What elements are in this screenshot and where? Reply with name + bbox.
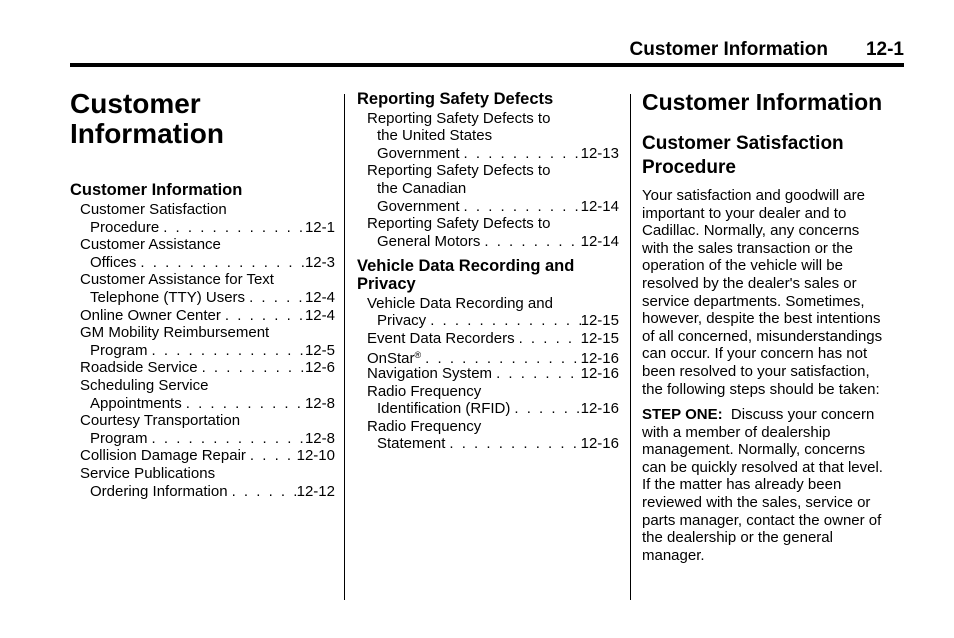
dot-leader [136,254,305,272]
toc-entry-line: Procedure [90,218,160,236]
toc-entry-line: Telephone (TTY) Users [90,288,246,306]
body-text-line: parts manager, contact the owner of [642,511,882,529]
body-text-line: however, despite the best intentions [642,310,881,328]
toc-page-ref: 12-16 [580,365,619,382]
body-text-line: If the matter has already been [642,476,842,494]
dot-leader [515,330,581,348]
toc-entry[interactable] [367,215,619,250]
toc-entry-line: Reporting Safety Defects to [367,109,551,127]
toc-entry-line: General Motors [377,232,481,250]
body-text-line: can be quickly resolved at that level. [642,458,883,476]
body-text-line: of all concerned, misunderstandings [642,327,883,345]
body-text-line: reviewed with the sales, service or [642,493,871,511]
toc-page-ref: 12-1 [304,218,335,236]
toc-page-ref: 12-8 [304,394,335,412]
body-text-line: manager. [642,546,705,564]
toc-entry-line: Roadside Service [80,359,198,377]
toc-entry-line: Customer Satisfaction [80,201,227,218]
body-text-line: operation of the vehicle will be [642,257,843,275]
toc-page-ref: 12-4 [304,306,335,324]
body-text-line: with a member of dealership [642,423,831,441]
step-label: STEP ONE: [642,406,723,423]
toc-entry[interactable] [367,295,619,330]
toc-section-title-line: Privacy [357,274,416,293]
dot-leader [445,435,580,453]
dot-leader [159,219,305,237]
toc-entry-line: Vehicle Data Recording and [367,294,553,312]
page-header-title: Customer Information [629,39,828,60]
toc-entry[interactable] [80,324,335,359]
toc-entry[interactable] [80,377,335,412]
chapter-title-line: Customer [70,88,201,119]
toc-page-ref: 12-13 [580,144,619,162]
toc-page-ref: 12-6 [304,359,335,377]
dot-leader [182,395,305,413]
toc-entry-line: Statement [377,435,446,453]
body-text-line: with the sales transaction or the [642,239,853,257]
dot-leader [245,289,305,307]
toc-entry-line: Collision Damage Repair [80,447,246,465]
body-text-line: the following steps should be taken: [642,380,880,398]
toc-entry[interactable] [80,359,335,377]
subsection-heading-line: Procedure [642,157,736,178]
toc-entry-line: Ordering Information [90,482,228,500]
toc-entry[interactable] [367,162,619,215]
toc-page-ref: 12-16 [580,350,619,368]
dot-leader [480,233,580,251]
toc-section-title-line: Vehicle Data Recording and [357,257,575,276]
toc-entry-line: Reporting Safety Defects to [367,215,551,233]
body-text-line: resolved by the dealer's sales or [642,274,857,292]
toc-page-ref: 12-14 [580,232,619,250]
toc-entry-line: Online Owner Center [80,306,221,324]
dot-leader [510,400,580,418]
toc-entry-line: Government [377,144,460,162]
toc-entry[interactable] [80,271,335,306]
dot-leader [221,307,305,325]
toc-entry-line: Government [377,197,460,215]
toc-entry-line: the United States [377,127,493,145]
toc-entry[interactable] [80,236,335,271]
toc-section-title [357,258,574,293]
toc-entry-line: Scheduling Service [80,377,209,394]
page-number: 12-1 [865,39,904,60]
step-one-paragraph [642,406,883,564]
toc-entry-line: Service Publications [80,465,216,482]
toc-entry[interactable] [80,465,335,500]
toc-entry[interactable] [367,418,619,453]
toc-section-title-line: Reporting Safety Defects [357,90,554,108]
dot-leader [426,312,580,330]
toc-entry-line: Customer Assistance [80,236,221,254]
toc-entry-line: the Canadian [377,179,467,197]
toc-entry[interactable] [80,447,335,465]
subsection-heading-line: Customer Satisfaction [642,133,844,154]
toc-page-ref: 12-12 [296,482,335,500]
toc-entry[interactable] [80,307,335,325]
toc-entry-line: OnStar [367,350,415,368]
step-text: Discuss your concern [730,406,875,423]
toc-page-ref: 12-5 [304,341,335,359]
chapter-title-line: Information [70,118,224,149]
toc-entry-line: Reporting Safety Defects to [367,162,551,180]
toc-entry-line: Radio Frequency [367,382,482,400]
body-text-line: management. Normally, concerns [642,441,866,459]
body-text-line: Your satisfaction and goodwill are [642,187,865,204]
dot-leader [246,447,297,465]
dot-leader [228,483,297,501]
toc-page-ref: 12-4 [304,288,335,306]
toc-page-ref: 12-14 [580,197,619,215]
toc-entry-line: Event Data Recorders [367,329,515,347]
toc-entry-line: Identification (RFID) [377,400,511,418]
section-heading: Customer Information [642,89,883,115]
dot-leader [198,359,305,377]
dot-leader [492,365,581,383]
toc-entry-line: Program [90,341,148,359]
toc-entry-line: Navigation System [367,365,493,382]
toc-page-ref: 12-15 [580,312,619,330]
toc-entry-line: Program [90,429,148,447]
body-text-line: service departments. Sometimes, [642,292,865,310]
toc-entry[interactable] [80,201,335,236]
toc-entry[interactable] [80,412,335,447]
toc-page-ref: 12-3 [304,253,335,271]
body-text-line: been resolved to your satisfaction, [642,362,870,380]
toc-entry-line: Offices [90,253,137,271]
dot-leader [148,430,305,448]
toc-entry-line: Appointments [90,394,182,412]
subsection-heading [642,132,844,180]
dot-leader [148,342,305,360]
toc-entry[interactable] [367,383,619,418]
toc-page-ref: 12-16 [580,400,619,418]
toc-entry[interactable] [367,330,619,348]
toc-page-ref: 12-15 [580,329,619,347]
toc-page-ref: 12-8 [304,429,335,447]
toc-entry-line: GM Mobility Reimbursement [80,324,270,342]
body-text-line: Cadillac. Normally, any concerns [642,222,860,240]
chapter-title [70,89,224,149]
column-divider-right [630,94,631,600]
body-text-line: important to your dealer and to [642,204,847,222]
toc-entry-line: Radio Frequency [367,417,482,435]
dot-leader [460,145,581,163]
toc-entry[interactable] [367,110,619,163]
registered-mark: ® [414,350,422,361]
body-text-line: can occur. If your concern has not [642,345,868,363]
toc-entry-line: Privacy [377,312,427,330]
toc-page-ref: 12-16 [580,435,619,453]
header-rule [70,63,904,67]
column-divider-left [344,94,345,600]
toc-section-title [357,91,553,109]
toc-entry-line: Customer Assistance for Text [80,271,274,289]
toc-entry-line: Courtesy Transportation [80,412,241,430]
toc-page-ref: 12-10 [296,447,335,465]
toc-entry[interactable] [367,365,619,383]
toc-section-title: Customer Information [70,181,243,199]
body-text-line: the dealership or the general [642,529,833,547]
body-paragraph [642,187,882,398]
dot-leader [460,198,581,216]
